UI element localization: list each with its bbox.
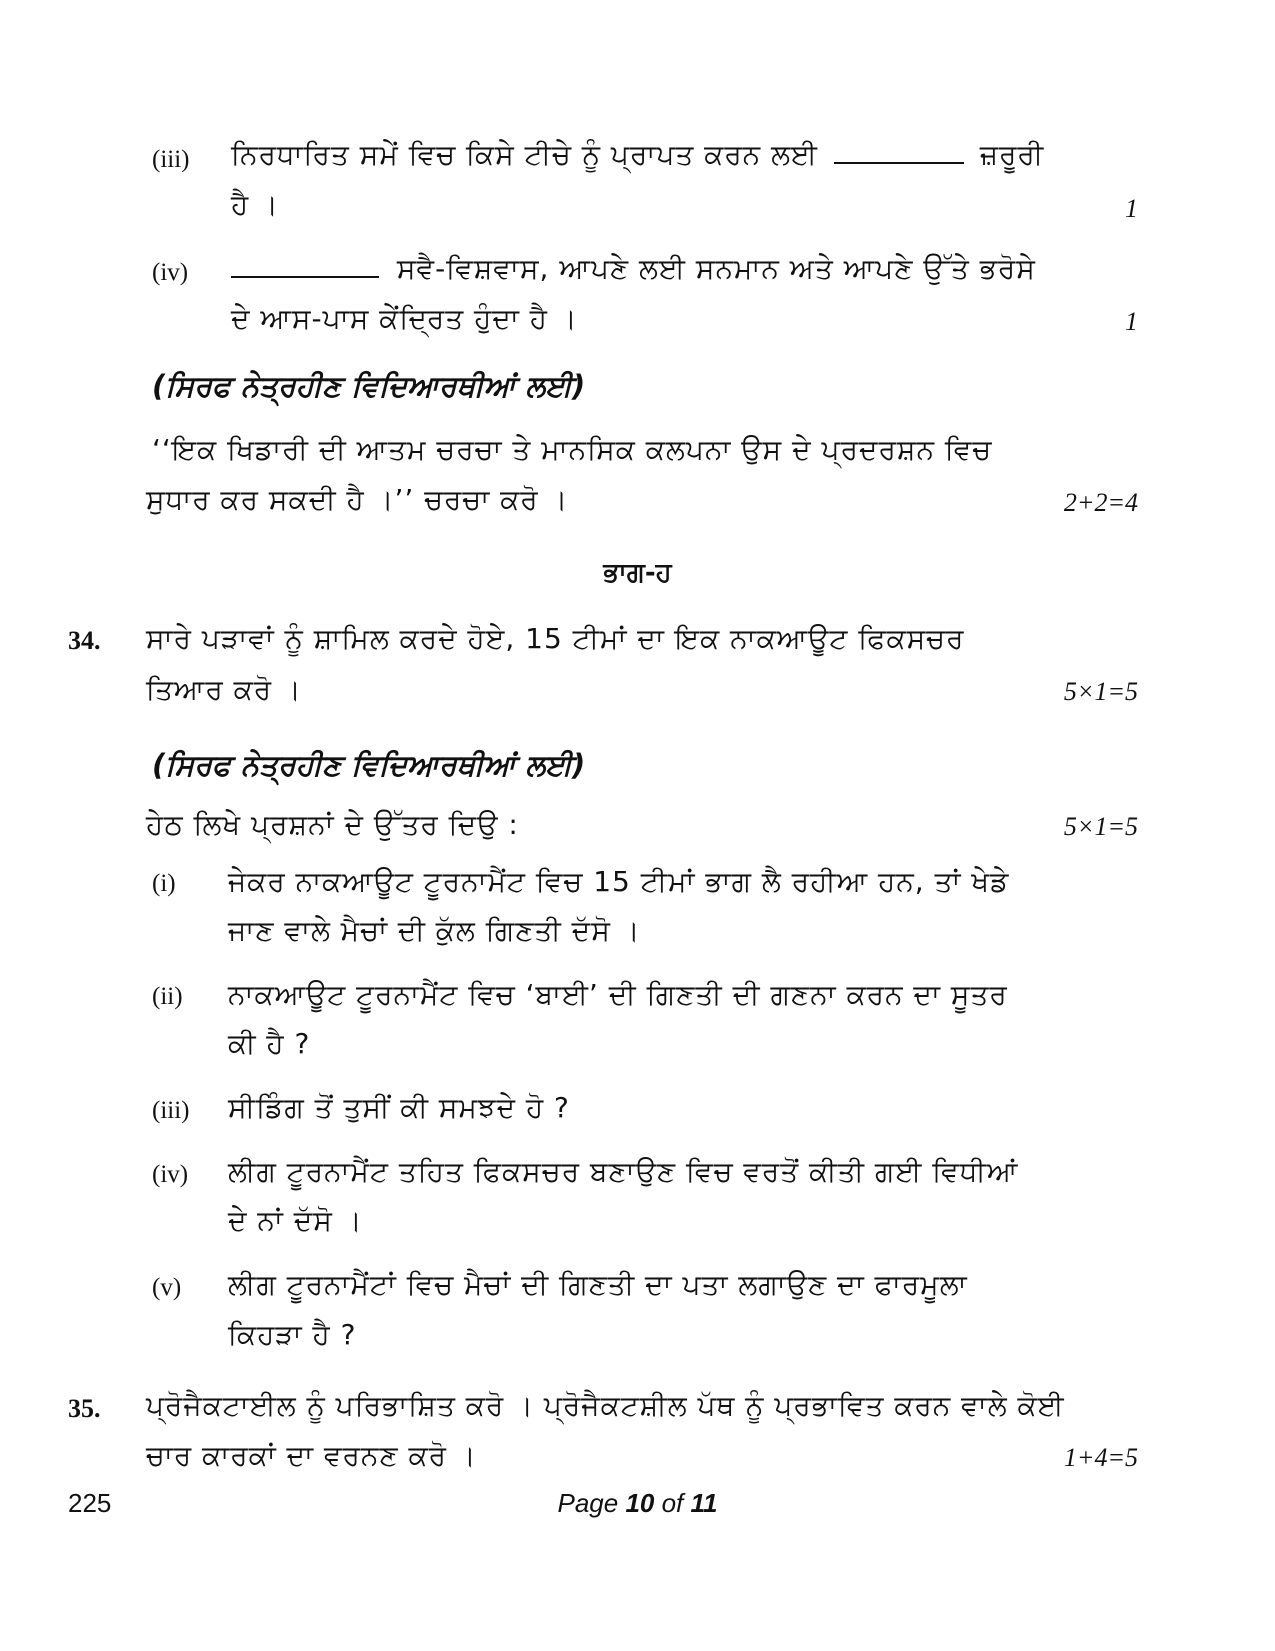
item-iii-text-a: ਨਿਰਧਾਰਿਤ ਸਮੇਂ ਵਿਚ ਕਿਸੇ ਟੀਚੇ ਨੂੰ ਪ੍ਰਾਪਤ ਕਰਨ ਲਈ	[231, 138, 818, 171]
item-iii-marks: 1	[1125, 194, 1138, 223]
q35-line1: ਪ੍ਰੋਜੈਕਟਾਈਲ ਨੂੰ ਪਰਿਭਾਸ਼ਿਤ ਕਰੋ । ਪ੍ਰੋਜੈਕਟਸ਼ੀਲ ਪੱਥ ਨੂੰ ਪ੍ਰਭਾਵਿਤ ਕਰਨ ਵਾਲੇ ਕੋਈ	[146, 1389, 1065, 1422]
sub-item-line1: ਨਾਕਆਊਟ ਟੂਰਨਾਮੈਂਟ ਵਿਚ ‘ਬਾਈ’ ਦੀ ਗਿਣਤੀ ਦੀ ਗਣਨਾ ਕਰਨ ਦਾ ਸੂਤਰ	[228, 978, 1008, 1011]
q34-number: 34.	[68, 626, 101, 655]
sub-item-line2: ਕਿਹੜਾ ਹੈ ?	[228, 1318, 357, 1351]
blind-students-heading-2: (ਸਿਰਫ ਨੇਤ੍ਰਹੀਣ ਵਿਦਿਆਰਥੀਆਂ ਲਈ)	[152, 748, 586, 782]
q34-line2: ਤਿਆਰ ਕਰੋ ।	[146, 673, 302, 706]
q34-marks: 5×1=5	[1063, 677, 1138, 706]
item-iii-label: (iii)	[152, 146, 190, 173]
blind-q33-marks: 2+2=4	[1063, 488, 1138, 517]
sub-item-line1: ਲੀਗ ਟੂਰਨਾਮੈਂਟ ਤਹਿਤ ਫਿਕਸਚਰ ਬਣਾਉਣ ਵਿਚ ਵਰਤੋਂ ਕੀਤੀ ਗਈ ਵਿਧੀਆਂ	[228, 1155, 1019, 1188]
q35-marks: 1+4=5	[1063, 1443, 1138, 1472]
blind-q34-instruction: ਹੇਠ ਲਿਖੇ ਪ੍ਰਸ਼ਨਾਂ ਦੇ ਉੱਤਰ ਦਿਉ :	[146, 808, 519, 841]
blind-q33-line1: ‘‘ਇਕ ਖਿਡਾਰੀ ਦੀ ਆਤਮ ਚਰਚਾ ਤੇ ਮਾਨਸਿਕ ਕਲਪਨਾ ਉਸ ਦੇ ਪ੍ਰਦਰਸ਼ਨ ਵਿਚ	[152, 433, 993, 466]
sub-item-label: (iv)	[152, 1161, 189, 1188]
sub-item-line1: ਜੇਕਰ ਨਾਕਆਊਟ ਟੂਰਨਾਮੈਂਟ ਵਿਚ 15 ਟੀਮਾਂ ਭਾਗ ਲੈ ਰਹੀਆ ਹਨ, ਤਾਂ ਖੇਡੇ	[228, 865, 1010, 898]
q34-line1: ਸਾਰੇ ਪੜਾਵਾਂ ਨੂੰ ਸ਼ਾਮਿਲ ਕਰਦੇ ਹੋਏ, 15 ਟੀਮਾਂ ਦਾ ਇਕ ਨਾਕਆਊਟ ਫਿਕਸਚਰ	[146, 622, 965, 655]
page-current: 10	[625, 1488, 655, 1518]
sub-item-line1: ਲੀਗ ਟੂਰਨਾਮੈਂਟਾਂ ਵਿਚ ਮੈਚਾਂ ਦੀ ਗਿਣਤੀ ਦਾ ਪਤਾ ਲਗਾਉਣ ਦਾ ਫਾਰਮੂਲਾ	[228, 1268, 968, 1301]
item-iii-text-line2: ਹੈ ।	[231, 188, 279, 221]
item-iii-text	[231, 138, 1044, 172]
page-total: 11	[690, 1488, 718, 1518]
fill-blank	[231, 254, 379, 278]
item-iv-text	[231, 252, 1036, 286]
blind-q33-line2: ਸੁਧਾਰ ਕਰ ਸਕਦੀ ਹੈ ।’’ ਚਰਚਾ ਕਰੋ ।	[146, 483, 569, 516]
sub-item-label: (ii)	[152, 983, 183, 1010]
paper-code: 225	[68, 1488, 112, 1518]
item-iv-text-b: ਸਵੈ-ਵਿਸ਼ਵਾਸ, ਆਪਣੇ ਲਈ ਸਨਮਾਨ ਅਤੇ ਆਪਣੇ ਉੱਤੇ ਭਰੋਸੇ	[396, 252, 1036, 285]
sub-item-label: (iii)	[152, 1097, 190, 1124]
fill-blank	[834, 140, 964, 164]
sub-item-line2: ਕੀ ਹੈ ?	[228, 1027, 311, 1060]
item-iv-marks: 1	[1125, 307, 1138, 336]
blind-students-heading: (ਸਿਰਫ ਨੇਤ੍ਰਹੀਣ ਵਿਦਿਆਰਥੀਆਂ ਲਈ)	[152, 369, 586, 403]
q35-line2: ਚਾਰ ਕਾਰਕਾਂ ਦਾ ਵਰਨਣ ਕਰੋ ।	[146, 1439, 477, 1472]
q35-number: 35.	[68, 1394, 101, 1423]
sub-item-label: (i)	[152, 870, 176, 897]
item-iv-text-line2: ਦੇ ਆਸ-ਪਾਸ ਕੇਂਦ੍ਰਿਤ ਹੁੰਦਾ ਹੈ ।	[231, 302, 578, 335]
page-prefix: Page	[557, 1488, 626, 1518]
page-number	[0, 1488, 1275, 1519]
sub-item-line2: ਦੇ ਨਾਂ ਦੱਸੋ ।	[228, 1204, 363, 1237]
section-title: ਭਾਗ-ਹ	[603, 558, 672, 588]
sub-item-label: (v)	[152, 1274, 182, 1301]
blind-q34-marks: 5×1=5	[1063, 812, 1138, 841]
page-of: of	[654, 1488, 691, 1518]
sub-item-line2: ਜਾਣ ਵਾਲੇ ਮੈਚਾਂ ਦੀ ਕੁੱਲ ਗਿਣਤੀ ਦੱਸੋ ।	[228, 914, 641, 947]
item-iv-label: (iv)	[152, 259, 189, 286]
sub-item-line1: ਸੀਡਿੰਗ ਤੋਂ ਤੁਸੀਂ ਕੀ ਸਮਝਦੇ ਹੋ ?	[228, 1091, 570, 1124]
item-iii-text-b: ਜ਼ਰੂਰੀ	[979, 138, 1045, 171]
